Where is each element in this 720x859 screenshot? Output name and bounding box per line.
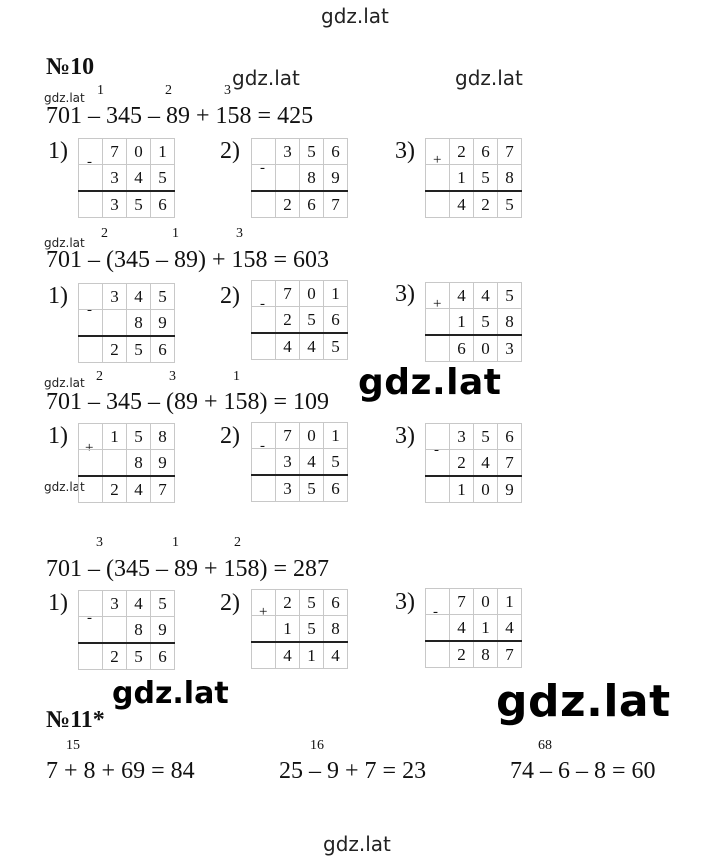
digit-cell: 0 bbox=[474, 589, 498, 615]
digit-cell: 5 bbox=[324, 333, 348, 360]
digit-cell: 8 bbox=[127, 310, 151, 337]
plus-sign: + bbox=[433, 152, 442, 168]
digit-cell bbox=[103, 450, 127, 477]
digit-cell: 4 bbox=[300, 449, 324, 476]
order-number: 2 bbox=[96, 369, 103, 384]
operand-row bbox=[426, 309, 522, 336]
result-row bbox=[252, 475, 348, 502]
result-row bbox=[252, 642, 348, 669]
empty-cell bbox=[252, 590, 276, 616]
operand-row bbox=[426, 450, 522, 477]
digit-cell: 3 bbox=[276, 139, 300, 165]
operand-row bbox=[426, 283, 522, 309]
watermark-small: gdz.lat bbox=[44, 91, 85, 105]
digit-cell bbox=[276, 165, 300, 192]
digit-cell: 1 bbox=[300, 642, 324, 669]
step-label: 3) bbox=[395, 281, 415, 307]
digit-cell: 1 bbox=[276, 616, 300, 643]
digit-cell: 5 bbox=[151, 165, 175, 192]
step-label: 1) bbox=[48, 423, 68, 449]
order-number: 3 bbox=[96, 535, 103, 550]
result-row bbox=[79, 476, 175, 503]
minus-sign: - bbox=[260, 160, 265, 176]
empty-cell bbox=[426, 165, 450, 192]
watermark-large: gdz.lat bbox=[112, 676, 229, 711]
digit-cell: 1 bbox=[324, 281, 348, 307]
digit-cell: 8 bbox=[300, 165, 324, 192]
plus-sign: + bbox=[259, 604, 268, 620]
digit-cell: 4 bbox=[127, 165, 151, 192]
digit-cell: 6 bbox=[324, 590, 348, 616]
order-number: 2 bbox=[234, 535, 241, 550]
digit-cell: 7 bbox=[498, 641, 522, 668]
empty-cell bbox=[252, 423, 276, 449]
order-number: 3 bbox=[224, 83, 231, 98]
step-label: 3) bbox=[395, 423, 415, 449]
empty-cell bbox=[252, 616, 276, 643]
digit-cell: 8 bbox=[498, 309, 522, 336]
digit-cell: 6 bbox=[498, 424, 522, 450]
digit-cell: 9 bbox=[151, 310, 175, 337]
step-label: 1) bbox=[48, 138, 68, 164]
empty-cell bbox=[79, 165, 103, 192]
watermark-large: gdz.lat bbox=[358, 362, 502, 403]
order-number: 1 bbox=[233, 369, 240, 384]
empty-cell bbox=[426, 615, 450, 642]
order-number: 68 bbox=[538, 738, 552, 753]
empty-cell bbox=[426, 283, 450, 309]
digit-cell: 4 bbox=[276, 642, 300, 669]
empty-cell bbox=[79, 617, 103, 644]
digit-cell: 0 bbox=[474, 335, 498, 362]
digit-cell: 5 bbox=[324, 449, 348, 476]
digit-cell: 4 bbox=[450, 615, 474, 642]
minus-sign: - bbox=[87, 302, 92, 318]
watermark-upper-right: gdz.lat bbox=[455, 66, 523, 90]
digit-cell: 5 bbox=[151, 591, 175, 617]
digit-cell: 6 bbox=[450, 335, 474, 362]
empty-cell bbox=[79, 450, 103, 477]
digit-cell: 5 bbox=[151, 284, 175, 310]
digit-cell: 7 bbox=[498, 450, 522, 477]
order-number: 15 bbox=[66, 738, 80, 753]
empty-cell bbox=[79, 476, 103, 503]
digit-cell: 4 bbox=[498, 615, 522, 642]
empty-cell bbox=[426, 476, 450, 503]
digit-cell: 6 bbox=[324, 475, 348, 502]
digit-cell: 7 bbox=[276, 423, 300, 449]
empty-cell bbox=[252, 139, 276, 165]
digit-cell: 2 bbox=[276, 590, 300, 616]
operand-row bbox=[79, 165, 175, 192]
digit-cell: 4 bbox=[300, 333, 324, 360]
digit-cell: 7 bbox=[450, 589, 474, 615]
minus-sign: - bbox=[260, 438, 265, 454]
digit-cell: 6 bbox=[324, 139, 348, 165]
digit-cell: 4 bbox=[450, 283, 474, 309]
operand-row bbox=[79, 424, 175, 450]
column-calculation bbox=[78, 590, 175, 670]
operand-row bbox=[79, 139, 175, 165]
empty-cell bbox=[79, 336, 103, 363]
digit-cell: 5 bbox=[300, 475, 324, 502]
digit-cell: 7 bbox=[498, 139, 522, 165]
minus-sign: - bbox=[87, 154, 92, 170]
digit-cell: 4 bbox=[474, 450, 498, 477]
empty-cell bbox=[426, 424, 450, 450]
digit-cell: 5 bbox=[474, 165, 498, 192]
digit-cell bbox=[103, 310, 127, 337]
digit-cell: 0 bbox=[474, 476, 498, 503]
empty-cell bbox=[79, 424, 103, 450]
empty-cell bbox=[79, 643, 103, 670]
watermark-small: gdz.lat bbox=[44, 236, 85, 250]
empty-cell bbox=[79, 191, 103, 218]
column-calculation bbox=[78, 423, 175, 503]
result-row bbox=[426, 641, 522, 668]
digit-cell: 1 bbox=[498, 589, 522, 615]
step-label: 1) bbox=[48, 283, 68, 309]
empty-cell bbox=[426, 589, 450, 615]
operand-row bbox=[252, 139, 348, 165]
operand-row bbox=[252, 449, 348, 476]
minus-sign: - bbox=[87, 610, 92, 626]
column-calculation bbox=[251, 422, 348, 502]
digit-cell: 2 bbox=[474, 191, 498, 218]
empty-cell bbox=[426, 309, 450, 336]
digit-cell: 5 bbox=[474, 424, 498, 450]
result-row bbox=[426, 335, 522, 362]
plus-sign: + bbox=[85, 440, 94, 456]
digit-cell: 0 bbox=[300, 281, 324, 307]
digit-cell: 6 bbox=[474, 139, 498, 165]
empty-cell bbox=[79, 310, 103, 337]
operand-row bbox=[79, 617, 175, 644]
step-label: 2) bbox=[220, 283, 240, 309]
empty-cell bbox=[426, 335, 450, 362]
digit-cell: 3 bbox=[103, 284, 127, 310]
column-calculation bbox=[251, 138, 348, 218]
watermark-small: gdz.lat bbox=[44, 480, 85, 494]
column-calculation bbox=[425, 423, 522, 503]
digit-cell: 9 bbox=[324, 165, 348, 192]
digit-cell: 2 bbox=[103, 643, 127, 670]
watermark-top: gdz.lat bbox=[321, 4, 389, 28]
digit-cell: 1 bbox=[151, 139, 175, 165]
digit-cell: 5 bbox=[127, 336, 151, 363]
empty-cell bbox=[252, 165, 276, 192]
result-row bbox=[252, 333, 348, 360]
digit-cell: 1 bbox=[103, 424, 127, 450]
column-calculation bbox=[78, 138, 175, 218]
plus-sign: + bbox=[433, 296, 442, 312]
result-row bbox=[79, 191, 175, 218]
empty-cell bbox=[79, 139, 103, 165]
task-10-title: №10 bbox=[46, 54, 95, 80]
empty-cell bbox=[252, 449, 276, 476]
digit-cell: 3 bbox=[103, 165, 127, 192]
digit-cell: 3 bbox=[103, 591, 127, 617]
digit-cell: 4 bbox=[127, 476, 151, 503]
step-label: 2) bbox=[220, 423, 240, 449]
operand-row bbox=[252, 307, 348, 334]
equation: 701 – (345 – 89) + 158 = 603 bbox=[46, 247, 330, 273]
equation: 7 + 8 + 69 = 84 bbox=[46, 758, 195, 784]
digit-cell: 2 bbox=[276, 191, 300, 218]
column-calculation bbox=[251, 589, 348, 669]
digit-cell: 5 bbox=[474, 309, 498, 336]
operand-row bbox=[426, 165, 522, 192]
order-number: 2 bbox=[101, 226, 108, 241]
operand-row bbox=[252, 281, 348, 307]
operand-row bbox=[426, 424, 522, 450]
result-row bbox=[79, 643, 175, 670]
equation: 701 – (345 – 89 + 158) = 287 bbox=[46, 556, 330, 582]
operand-row bbox=[252, 590, 348, 616]
operand-row bbox=[426, 615, 522, 642]
step-label: 2) bbox=[220, 590, 240, 616]
digit-cell: 3 bbox=[450, 424, 474, 450]
order-number: 16 bbox=[310, 738, 324, 753]
digit-cell: 5 bbox=[300, 590, 324, 616]
digit-cell: 5 bbox=[300, 307, 324, 334]
empty-cell bbox=[426, 450, 450, 477]
result-row bbox=[79, 336, 175, 363]
digit-cell: 9 bbox=[151, 450, 175, 477]
digit-cell: 6 bbox=[300, 191, 324, 218]
digit-cell: 7 bbox=[103, 139, 127, 165]
column-calculation bbox=[425, 588, 522, 668]
digit-cell: 1 bbox=[450, 165, 474, 192]
digit-cell: 5 bbox=[300, 616, 324, 643]
digit-cell: 4 bbox=[127, 591, 151, 617]
digit-cell: 0 bbox=[127, 139, 151, 165]
minus-sign: - bbox=[433, 604, 438, 620]
digit-cell bbox=[103, 617, 127, 644]
result-row bbox=[252, 191, 348, 218]
operand-row bbox=[79, 450, 175, 477]
operand-row bbox=[252, 423, 348, 449]
column-calculation bbox=[78, 283, 175, 363]
digit-cell: 7 bbox=[324, 191, 348, 218]
operand-row bbox=[426, 589, 522, 615]
result-row bbox=[426, 191, 522, 218]
empty-cell bbox=[252, 307, 276, 334]
digit-cell: 6 bbox=[324, 307, 348, 334]
order-number: 3 bbox=[236, 226, 243, 241]
equation: 701 – 345 – (89 + 158) = 109 bbox=[46, 389, 330, 415]
digit-cell: 6 bbox=[151, 643, 175, 670]
digit-cell: 4 bbox=[450, 191, 474, 218]
empty-cell bbox=[252, 333, 276, 360]
digit-cell: 3 bbox=[276, 475, 300, 502]
operand-row bbox=[79, 310, 175, 337]
order-number: 3 bbox=[169, 369, 176, 384]
digit-cell: 1 bbox=[450, 476, 474, 503]
empty-cell bbox=[252, 281, 276, 307]
digit-cell: 8 bbox=[127, 450, 151, 477]
order-number: 1 bbox=[97, 83, 104, 98]
result-row bbox=[426, 476, 522, 503]
operand-row bbox=[79, 284, 175, 310]
order-number: 1 bbox=[172, 226, 179, 241]
digit-cell: 5 bbox=[127, 191, 151, 218]
digit-cell: 5 bbox=[498, 283, 522, 309]
minus-sign: - bbox=[434, 442, 439, 458]
digit-cell: 5 bbox=[127, 643, 151, 670]
watermark-small: gdz.lat bbox=[44, 376, 85, 390]
empty-cell bbox=[252, 191, 276, 218]
digit-cell: 2 bbox=[276, 307, 300, 334]
digit-cell: 3 bbox=[276, 449, 300, 476]
column-calculation bbox=[425, 138, 522, 218]
order-number: 1 bbox=[172, 535, 179, 550]
digit-cell: 1 bbox=[324, 423, 348, 449]
step-label: 3) bbox=[395, 589, 415, 615]
digit-cell: 1 bbox=[450, 309, 474, 336]
digit-cell: 7 bbox=[151, 476, 175, 503]
empty-cell bbox=[426, 191, 450, 218]
watermark-upper-mid: gdz.lat bbox=[232, 66, 300, 90]
digit-cell: 6 bbox=[151, 336, 175, 363]
digit-cell: 1 bbox=[474, 615, 498, 642]
minus-sign: - bbox=[260, 296, 265, 312]
operand-row bbox=[426, 139, 522, 165]
digit-cell: 8 bbox=[151, 424, 175, 450]
column-calculation bbox=[425, 282, 522, 362]
digit-cell: 8 bbox=[498, 165, 522, 192]
digit-cell: 4 bbox=[127, 284, 151, 310]
operand-row bbox=[252, 165, 348, 192]
equation: 701 – 345 – 89 + 158 = 425 bbox=[46, 103, 314, 129]
digit-cell: 2 bbox=[450, 641, 474, 668]
digit-cell: 6 bbox=[151, 191, 175, 218]
digit-cell: 2 bbox=[103, 476, 127, 503]
digit-cell: 9 bbox=[498, 476, 522, 503]
digit-cell: 2 bbox=[450, 450, 474, 477]
digit-cell: 5 bbox=[127, 424, 151, 450]
equation: 25 – 9 + 7 = 23 bbox=[279, 758, 427, 784]
operand-row bbox=[252, 616, 348, 643]
digit-cell: 8 bbox=[127, 617, 151, 644]
empty-cell bbox=[79, 591, 103, 617]
digit-cell: 5 bbox=[498, 191, 522, 218]
digit-cell: 0 bbox=[300, 423, 324, 449]
digit-cell: 9 bbox=[151, 617, 175, 644]
empty-cell bbox=[426, 641, 450, 668]
digit-cell: 3 bbox=[103, 191, 127, 218]
digit-cell: 3 bbox=[498, 335, 522, 362]
step-label: 3) bbox=[395, 138, 415, 164]
empty-cell bbox=[426, 139, 450, 165]
watermark-large: gdz.lat bbox=[496, 676, 671, 727]
watermark-bottom: gdz.lat bbox=[323, 832, 391, 856]
step-label: 2) bbox=[220, 138, 240, 164]
digit-cell: 2 bbox=[103, 336, 127, 363]
digit-cell: 8 bbox=[474, 641, 498, 668]
order-number: 2 bbox=[165, 83, 172, 98]
operand-row bbox=[79, 591, 175, 617]
digit-cell: 7 bbox=[276, 281, 300, 307]
column-calculation bbox=[251, 280, 348, 360]
empty-cell bbox=[79, 284, 103, 310]
digit-cell: 2 bbox=[450, 139, 474, 165]
digit-cell: 4 bbox=[276, 333, 300, 360]
digit-cell: 4 bbox=[324, 642, 348, 669]
task-11-title: №11* bbox=[46, 707, 105, 733]
step-label: 1) bbox=[48, 590, 68, 616]
empty-cell bbox=[252, 475, 276, 502]
digit-cell: 8 bbox=[324, 616, 348, 643]
empty-cell bbox=[252, 642, 276, 669]
digit-cell: 5 bbox=[300, 139, 324, 165]
digit-cell: 4 bbox=[474, 283, 498, 309]
equation: 74 – 6 – 8 = 60 bbox=[510, 758, 656, 784]
